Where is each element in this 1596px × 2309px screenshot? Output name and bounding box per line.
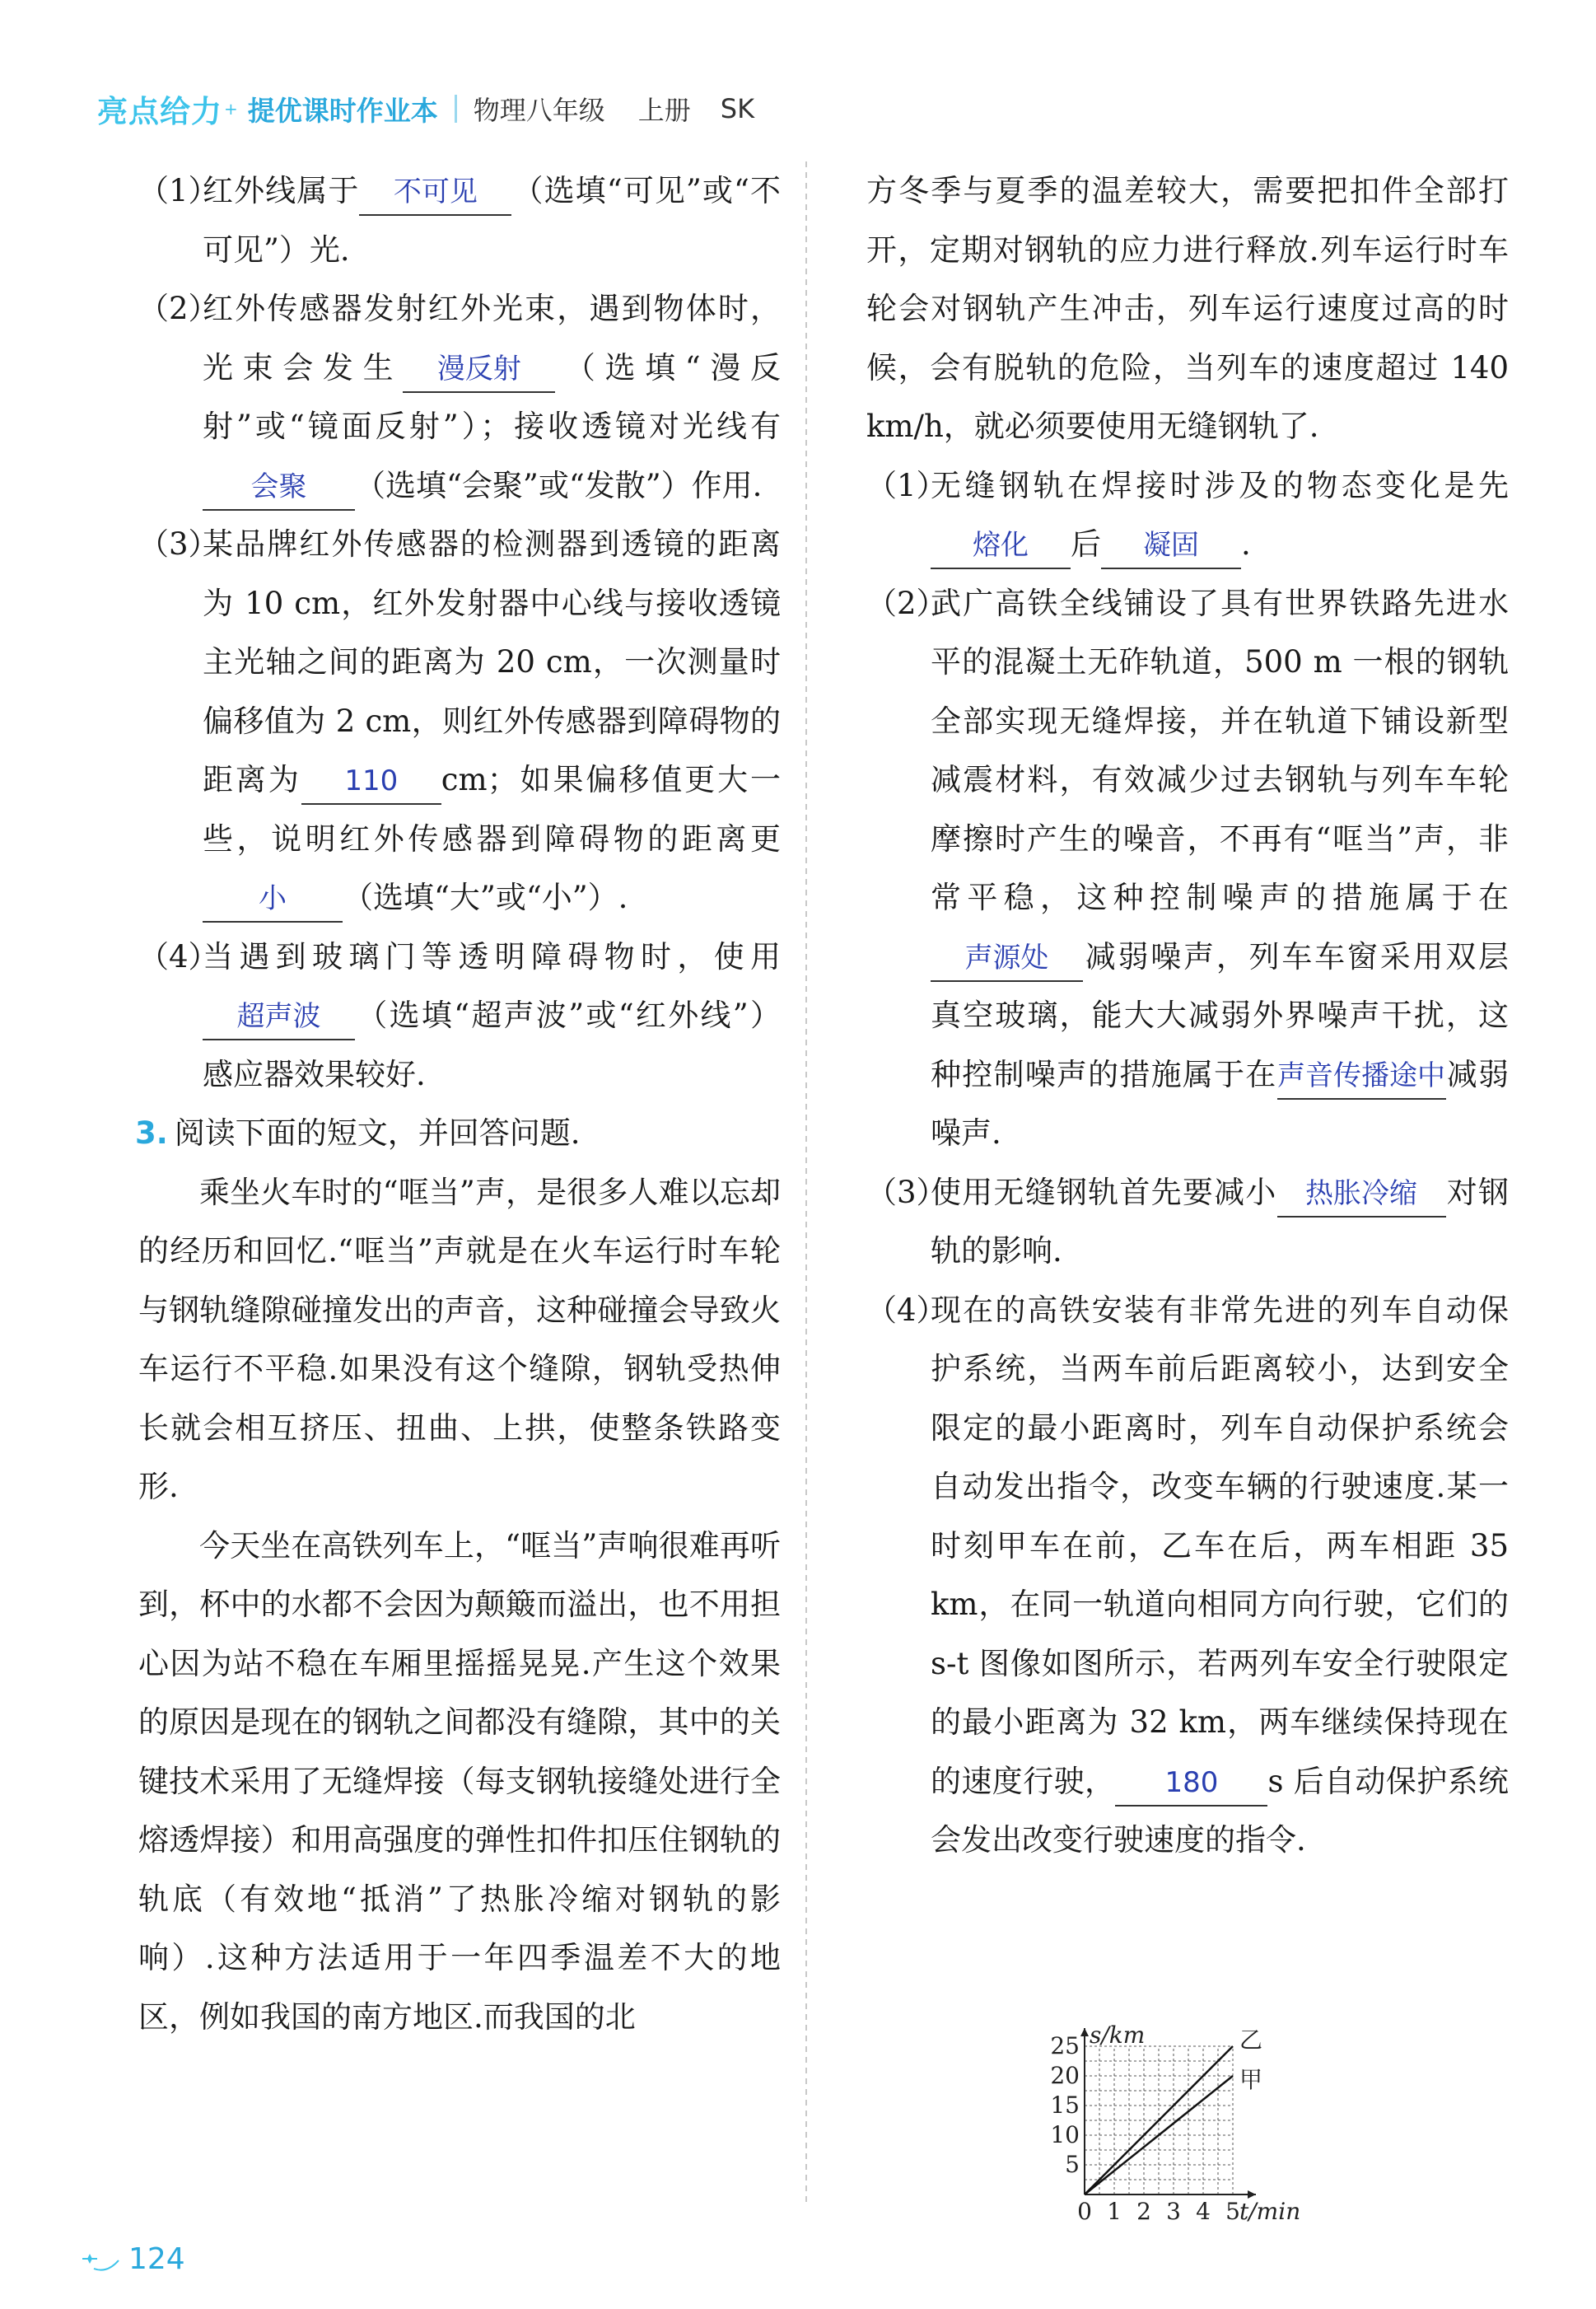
answer-blank: 180 — [1115, 1760, 1267, 1807]
left-question-1 — [138, 161, 781, 279]
x-tick-label: 5 — [1225, 2198, 1240, 2225]
question-text: 减弱噪声，列车车窗采用双层真空玻璃，能大大减弱外界噪声干扰，这种控制噪声的措施属于在 — [931, 938, 1509, 1092]
answer-blank: 不可见 — [359, 170, 511, 216]
question-number: （1） — [866, 467, 947, 503]
question-text: （选填“漫反射”或“镜面反射”）；接收透镜对光线有 — [203, 349, 781, 444]
left-question-4 — [138, 928, 781, 1105]
question-text: 减弱噪声. — [931, 1056, 1510, 1151]
question-text: s 后自动保护系统会发出改变行驶速度的指令. — [931, 1763, 1510, 1858]
brand-logo: 亮点给力 — [97, 94, 222, 129]
brand-mark: + — [224, 99, 238, 119]
series-label: 乙 — [1239, 2026, 1263, 2054]
answer-blank: 声音传播途中 — [1277, 1054, 1446, 1100]
book-edition: SK — [720, 93, 755, 124]
sparkle-icon — [79, 2242, 120, 2275]
question-text: 当遇到玻璃门等透明障碍物时，使用 — [203, 938, 781, 975]
reading-paragraph-1: 乘坐火车时的“哐当”声，是很多人难以忘却的经历和回忆.“哐当”声就是在火车运行时车轮与钢轨缝隙碰撞发出的声音，这种碰撞会导致火车运行不平稳.如果没有这个缝隙，钢轨受热伸长就会相互挤压、扭曲、上拱，使整条铁路变形. — [138, 1174, 781, 1504]
y-axis-arrow — [1080, 2028, 1089, 2036]
x-tick-label: 0 — [1077, 2198, 1092, 2225]
reading-paragraph-continued: 方冬季与夏季的温差较大，需要把扣件全部打开，定期对钢轨的应力进行释放.列车运行时车轮会对钢轨产生冲击，列车运行速度过高的时候，会有脱轨的危险，当列车的速度超过 140 km/h，就必须要使用无缝钢轨了. — [866, 173, 1509, 444]
page-footer — [79, 2234, 185, 2283]
left-question-2 — [138, 279, 781, 515]
question-number: （2） — [866, 585, 947, 621]
question-number: （1） — [138, 173, 219, 208]
question-text: . — [1241, 526, 1251, 562]
right-question-3 — [866, 1163, 1509, 1281]
question-text: 红外线属于 — [203, 173, 360, 208]
problem-3-heading — [135, 1104, 781, 1163]
question-number: （4） — [138, 938, 219, 975]
answer-blank: 110 — [301, 759, 441, 805]
answer-blank: 热胀冷缩 — [1277, 1171, 1446, 1218]
right-question-2 — [866, 574, 1509, 1163]
question-text: 武广高铁全线铺设了具有世界铁路先进水平的混凝土无砟轨道，500 m 一根的钢轨全部实现无缝焊接，并在轨道下铺设新型减震材料，有效减少过去钢轨与列车车轮摩擦时产生的噪音，不再有“哐当”声，非常平稳，这种控制噪声的措施属于在 — [931, 585, 1509, 915]
answer-blank: 凝固 — [1101, 523, 1241, 569]
left-column — [135, 161, 782, 2046]
question-text: 现在的高铁安装有非常先进的列车自动保护系统，当两车前后距离较小，达到安全限定的最小距离时，列车自动保护系统会自动发出指令，改变车辆的行驶速度.某一时刻甲车在前，乙车在后，两车相距 35 km，在同一轨道向相同方向行驶，它们的 s-t 图像如图所示，若两列车安全行驶限定的最小距离为 32 km，两车继续保持现在的速度行驶， — [931, 1292, 1509, 1799]
y-tick-label: 20 — [1050, 2062, 1080, 2089]
question-number: （2） — [138, 291, 219, 326]
s-t-chart — [1039, 1997, 1336, 2227]
y-tick-label: 10 — [1050, 2121, 1080, 2148]
book-subject: 物理八年级 — [473, 95, 605, 126]
question-text: 使用无缝钢轨首先要减小 — [931, 1174, 1277, 1210]
answer-blank: 超声波 — [203, 994, 355, 1040]
column-divider — [805, 161, 807, 2204]
y-tick-label: 25 — [1050, 2032, 1080, 2059]
problem-number: 3. — [135, 1115, 168, 1151]
question-text: （选填“超声波”或“红外线”）感应器效果较好. — [203, 998, 781, 1092]
problem-title: 阅读下面的短文，并回答问题. — [174, 1115, 581, 1151]
question-text: 红外传感器发射红外光束，遇到物体时，光束会发生 — [203, 291, 781, 386]
answer-blank: 漫反射 — [403, 347, 555, 393]
question-text: 后 — [1071, 526, 1101, 562]
series-label: 甲 — [1239, 2066, 1263, 2093]
page-header — [97, 86, 754, 132]
book-subtitle: 提优课时作业本 — [247, 94, 438, 127]
question-text: （选填“会聚”或“发散”）作用. — [355, 467, 763, 503]
x-tick-label: 4 — [1196, 2198, 1211, 2225]
question-text: cm；如果偏移值更大一些，说明红外传感器到障碍物的距离更 — [203, 762, 781, 857]
question-number: （4） — [866, 1292, 947, 1328]
right-question-4 — [866, 1281, 1509, 1870]
answer-blank: 小 — [203, 876, 343, 923]
x-axis-label: t/min — [1239, 2198, 1301, 2225]
page-number: 124 — [128, 2241, 185, 2276]
header-divider — [455, 95, 457, 123]
question-text: 某品牌红外传感器的检测器到透镜的距离为 10 cm，红外发射器中心线与接收透镜主光轴之间的距离为 20 cm，一次测量时偏移值为 2 cm，则红外传感器到障碍物的距离为 — [203, 526, 781, 797]
answer-blank: 熔化 — [931, 523, 1071, 569]
y-tick-label: 15 — [1050, 2092, 1080, 2119]
answer-blank: 会聚 — [203, 465, 355, 511]
x-tick-label: 2 — [1136, 2198, 1151, 2225]
answer-blank: 声源处 — [931, 936, 1083, 982]
question-number: （3） — [138, 526, 219, 562]
book-volume: 上册 — [637, 95, 691, 126]
x-tick-label: 1 — [1107, 2198, 1122, 2225]
question-number: （3） — [866, 1174, 947, 1210]
question-text: （选填“大”或“小”）. — [343, 880, 628, 915]
left-question-3 — [138, 515, 781, 928]
question-text: 无缝钢轨在焊接时涉及的物态变化是先 — [931, 467, 1509, 503]
question-text: 对钢轨的影响. — [931, 1174, 1510, 1269]
y-axis-label: s/km — [1090, 2022, 1146, 2049]
x-tick-label: 3 — [1166, 2198, 1181, 2225]
y-tick-label: 5 — [1065, 2151, 1080, 2178]
reading-paragraph-2: 今天坐在高铁列车上，“哐当”声响很难再听到，杯中的水都不会因为颠簸而溢出，也不用担心因为站不稳在车厢里摇摇晃晃.产生这个效果的原因是现在的钢轨之间都没有缝隙，其中的关键技术采用了无缝焊接（每支钢轨接缝处进行全熔透焊接）和用高强度的弹性扣件扣压住钢轨的轨底（有效地“抵消”了热胀冷缩对钢轨的影响）.这种方法适用于一年四季温差不大的地区，例如我国的南方地区.而我国的北 — [138, 1527, 781, 2035]
question-text: （选填“可见”或“不可见”）光. — [203, 173, 782, 268]
right-question-1 — [866, 456, 1509, 574]
right-column — [866, 161, 1509, 1870]
